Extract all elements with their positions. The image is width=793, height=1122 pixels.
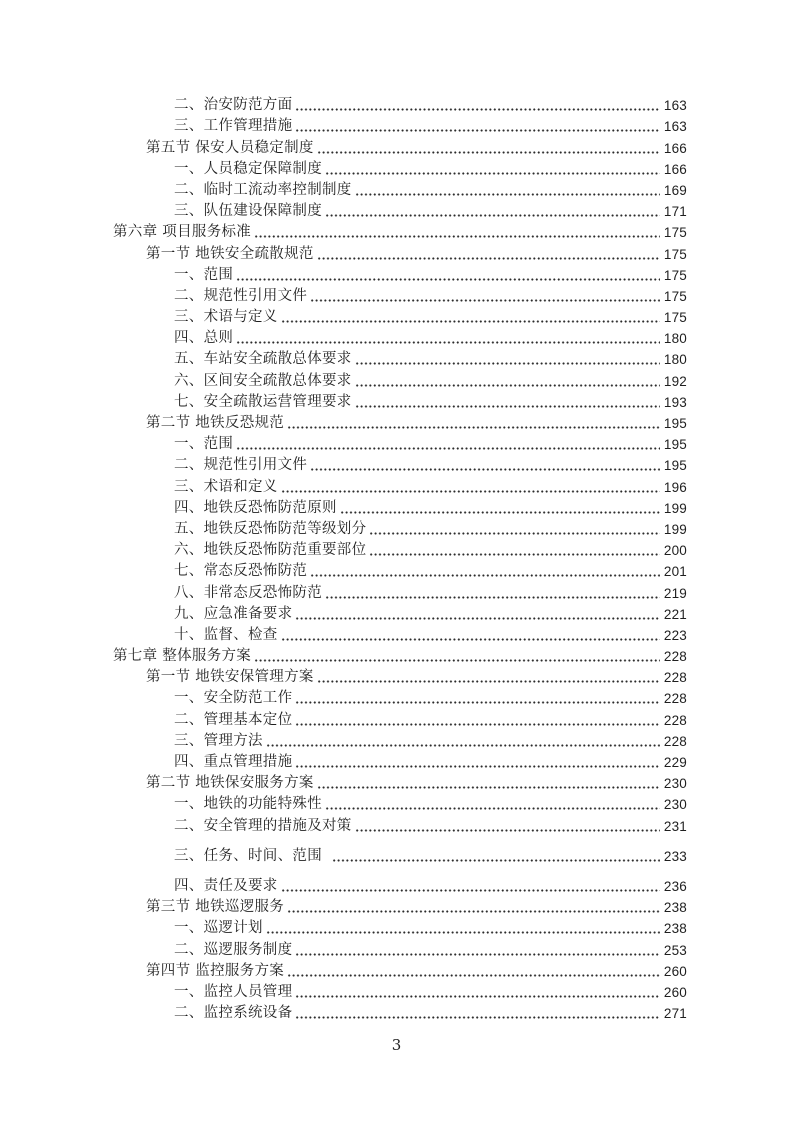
toc-entry[interactable] xyxy=(113,475,687,496)
toc-entry[interactable] xyxy=(113,179,687,200)
toc-entry[interactable] xyxy=(113,264,687,285)
toc-entry-page-number: 219 xyxy=(663,585,687,601)
toc-entry-page-number: 230 xyxy=(663,776,687,792)
dot-leader xyxy=(325,807,660,810)
toc-entry-title: 四、总则 xyxy=(174,330,234,347)
toc-entry-page-number: 260 xyxy=(663,984,687,1000)
toc-entry[interactable] xyxy=(113,1002,687,1023)
toc-entry[interactable] xyxy=(113,518,687,539)
toc-entry-title: 二、监控系统设备 xyxy=(174,1005,293,1022)
dot-leader xyxy=(295,129,659,132)
toc-entry-title: 四、责任及要求 xyxy=(174,877,278,894)
toc-entry[interactable] xyxy=(113,539,687,560)
toc-entry-title: 第三节 地铁巡逻服务 xyxy=(146,899,285,916)
toc-entry-page-number: 228 xyxy=(663,733,687,749)
toc-entry-title: 一、范围 xyxy=(174,266,234,283)
toc-entry[interactable] xyxy=(113,285,687,306)
toc-entry-page-number: 228 xyxy=(663,649,687,665)
toc-entry-page-number: 163 xyxy=(663,119,687,135)
toc-entry[interactable] xyxy=(113,603,687,624)
toc-entry-page-number: 260 xyxy=(663,963,687,979)
dot-leader xyxy=(295,723,659,726)
dot-leader xyxy=(287,974,660,977)
toc-entry-page-number: 163 xyxy=(663,98,687,114)
dot-leader xyxy=(325,214,660,217)
dot-leader xyxy=(355,362,660,365)
dot-leader xyxy=(281,889,660,892)
toc-entry-page-number: 271 xyxy=(663,1006,687,1022)
toc-entry-title: 二、治安防范方面 xyxy=(174,97,293,114)
toc-entry-title: 三、术语与定义 xyxy=(174,309,278,326)
dot-leader xyxy=(287,910,660,913)
toc-entry-title: 一、人员稳定保障制度 xyxy=(174,160,322,177)
dot-leader xyxy=(310,468,660,471)
toc-entry-page-number: 199 xyxy=(663,521,687,537)
toc-entry[interactable] xyxy=(113,369,687,390)
toc-entry[interactable] xyxy=(113,221,687,242)
toc-entry[interactable] xyxy=(113,772,687,793)
dot-leader xyxy=(355,405,660,408)
toc-entry-page-number: 238 xyxy=(663,900,687,916)
toc-entry[interactable] xyxy=(113,327,687,348)
toc-entry-page-number: 200 xyxy=(663,543,687,559)
dot-leader xyxy=(287,426,660,429)
toc-entry-page-number: 196 xyxy=(663,479,687,495)
dot-leader xyxy=(317,786,660,789)
toc-entry[interactable] xyxy=(113,581,687,602)
dot-leader xyxy=(317,257,660,260)
toc-entry-title: 十、监督、检查 xyxy=(174,626,278,643)
toc-entry-title: 二、规范性引用文件 xyxy=(174,287,308,304)
toc-entry-title: 第二节 地铁保安服务方案 xyxy=(146,775,314,792)
toc-entry-page-number: 228 xyxy=(663,691,687,707)
toc-entry-title: 一、巡逻计划 xyxy=(174,920,263,937)
toc-entry[interactable] xyxy=(113,454,687,475)
toc-entry-page-number: 192 xyxy=(663,373,687,389)
toc-entry-page-number: 169 xyxy=(663,182,687,198)
toc-entry[interactable] xyxy=(113,687,687,708)
toc-entry-title: 五、车站安全疏散总体要求 xyxy=(174,351,352,368)
dot-leader xyxy=(281,490,660,493)
toc-entry-page-number: 175 xyxy=(663,246,687,262)
dot-leader xyxy=(340,511,660,514)
toc-entry-title: 七、安全疏散运营管理要求 xyxy=(174,393,352,410)
toc-entry-title: 八、非常态反恐怖防范 xyxy=(174,584,322,601)
toc-entry[interactable] xyxy=(113,306,687,327)
toc-entry[interactable] xyxy=(113,960,687,981)
toc-entry[interactable] xyxy=(113,845,687,866)
toc-entry-page-number: 238 xyxy=(663,921,687,937)
toc-entry[interactable] xyxy=(113,624,687,645)
toc-entry-title: 四、重点管理措施 xyxy=(174,754,293,770)
toc-entry-title: 六、区间安全疏散总体要求 xyxy=(174,372,352,389)
dot-leader xyxy=(369,532,659,535)
dot-leader xyxy=(295,765,659,768)
toc-entry-page-number: 223 xyxy=(663,627,687,643)
dot-leader xyxy=(355,829,660,832)
dot-leader xyxy=(325,172,660,175)
dot-leader xyxy=(317,151,660,154)
toc-entry-page-number: 193 xyxy=(663,394,687,410)
toc-entry-page-number: 195 xyxy=(663,458,687,474)
toc-entry-title: 一、安全防范工作 xyxy=(174,690,293,707)
toc-entry-page-number: 175 xyxy=(663,267,687,283)
page-number: 3 xyxy=(391,1036,402,1054)
dot-leader xyxy=(236,447,660,450)
toc-entry-title: 三、队伍建设保障制度 xyxy=(174,203,322,220)
toc-entry[interactable] xyxy=(113,645,687,666)
dot-leader xyxy=(332,859,660,862)
toc-entry-page-number: 201 xyxy=(663,564,687,580)
dot-leader xyxy=(295,617,659,620)
toc-entry-page-number: 180 xyxy=(663,352,687,368)
dot-leader xyxy=(355,193,660,196)
toc-entry-page-number: 228 xyxy=(663,670,687,686)
toc-entry[interactable] xyxy=(113,115,687,136)
toc-entry-title: 二、安全管理的措施及对策 xyxy=(174,817,352,834)
toc-entry-page-number: 195 xyxy=(663,437,687,453)
toc-entry[interactable] xyxy=(113,917,687,938)
toc-entry-title: 九、应急准备要求 xyxy=(174,605,293,622)
toc-entry-title: 第七章 整体服务方案 xyxy=(113,648,252,665)
dot-leader xyxy=(254,235,660,238)
toc-entry-page-number: 221 xyxy=(663,606,687,622)
dot-leader xyxy=(369,553,659,556)
toc-entry-page-number: 199 xyxy=(663,500,687,516)
toc-entry-page-number: 253 xyxy=(663,942,687,958)
dot-leader xyxy=(325,596,660,599)
toc-entry-title: 三、工作管理措施 xyxy=(174,118,293,135)
toc-entry-page-number: 236 xyxy=(663,878,687,894)
toc-entry[interactable] xyxy=(113,814,687,835)
toc-entry-title: 第五节 保安人员稳定制度 xyxy=(146,139,314,156)
dot-leader xyxy=(281,638,660,641)
toc-entry-page-number: 233 xyxy=(663,848,687,864)
dot-leader xyxy=(355,384,660,387)
toc-entry[interactable] xyxy=(113,751,687,772)
toc-entry-title: 三、术语和定义 xyxy=(174,478,278,495)
dot-leader xyxy=(295,953,659,956)
dot-leader xyxy=(281,320,660,323)
dot-leader xyxy=(266,931,660,934)
toc-entry-page-number: 171 xyxy=(663,204,687,220)
dot-leader xyxy=(310,574,660,577)
toc-entry-title: 三、任务、时间、范围 xyxy=(174,847,322,864)
toc-entry-page-number: 231 xyxy=(663,818,687,834)
toc-entry-title: 二、管理基本定位 xyxy=(174,711,293,728)
toc-entry[interactable] xyxy=(113,412,687,433)
toc-entry[interactable] xyxy=(113,793,687,814)
dot-leader xyxy=(295,701,659,704)
toc-entry-title: 第一节 地铁安保管理方案 xyxy=(146,669,314,686)
dot-leader xyxy=(236,278,660,281)
toc-entry-title: 一、地铁的功能特殊性 xyxy=(174,796,322,813)
toc-entry[interactable] xyxy=(113,348,687,369)
dot-leader xyxy=(236,341,660,344)
toc-entry[interactable] xyxy=(113,938,687,959)
toc-entry-title: 二、巡逻服务制度 xyxy=(174,941,293,958)
dot-leader xyxy=(295,995,659,998)
toc-entry[interactable] xyxy=(113,730,687,751)
dot-leader xyxy=(295,1016,659,1019)
dot-leader xyxy=(266,744,660,747)
toc-entry-title: 第二节 地铁反恐规范 xyxy=(146,415,285,431)
toc-entry[interactable] xyxy=(113,560,687,581)
toc-entry-page-number: 230 xyxy=(663,797,687,813)
toc-entry-title: 第六章 项目服务标准 xyxy=(113,224,252,241)
toc-entry-page-number: 229 xyxy=(663,755,687,770)
toc-entry-page-number: 195 xyxy=(663,416,687,431)
toc-entry-title: 五、地铁反恐怖防范等级划分 xyxy=(174,520,367,537)
toc-entry[interactable] xyxy=(113,497,687,518)
toc-entry-title: 六、地铁反恐怖防范重要部位 xyxy=(174,542,367,559)
toc-entry[interactable] xyxy=(113,666,687,687)
toc xyxy=(113,94,687,1023)
toc-entry-title: 七、常态反恐怖防范 xyxy=(174,563,308,580)
toc-entry[interactable] xyxy=(113,875,687,896)
toc-entry-page-number: 175 xyxy=(663,225,687,241)
toc-entry[interactable] xyxy=(113,242,687,263)
toc-entry[interactable] xyxy=(113,981,687,1002)
toc-entry[interactable] xyxy=(113,94,687,115)
toc-entry-page-number: 228 xyxy=(663,712,687,728)
toc-entry-title: 四、地铁反恐怖防范原则 xyxy=(174,499,337,516)
toc-entry[interactable] xyxy=(113,708,687,729)
toc-entry-title: 一、范围 xyxy=(174,436,234,453)
toc-entry[interactable] xyxy=(113,896,687,917)
toc-entry-title: 二、临时工流动率控制制度 xyxy=(174,181,352,198)
dot-leader xyxy=(295,108,659,111)
dot-leader xyxy=(317,680,660,683)
toc-entry[interactable] xyxy=(113,433,687,454)
toc-entry[interactable] xyxy=(113,158,687,179)
toc-entry-title: 一、监控人员管理 xyxy=(174,983,293,1000)
toc-entry[interactable] xyxy=(113,200,687,221)
toc-entry-title: 三、管理方法 xyxy=(174,732,263,749)
toc-entry[interactable] xyxy=(113,391,687,412)
dot-leader xyxy=(310,299,660,302)
toc-entry-page-number: 175 xyxy=(663,288,687,304)
toc-entry-title: 二、规范性引用文件 xyxy=(174,457,308,474)
toc-entry-page-number: 175 xyxy=(663,310,687,326)
toc-entry-page-number: 166 xyxy=(663,161,687,177)
dot-leader xyxy=(254,659,660,662)
toc-entry-title: 第四节 监控服务方案 xyxy=(146,962,285,979)
toc-entry-page-number: 180 xyxy=(663,331,687,347)
toc-entry[interactable] xyxy=(113,136,687,157)
toc-entry-title: 第一节 地铁安全疏散规范 xyxy=(146,245,314,262)
toc-entry-page-number: 166 xyxy=(663,140,687,156)
